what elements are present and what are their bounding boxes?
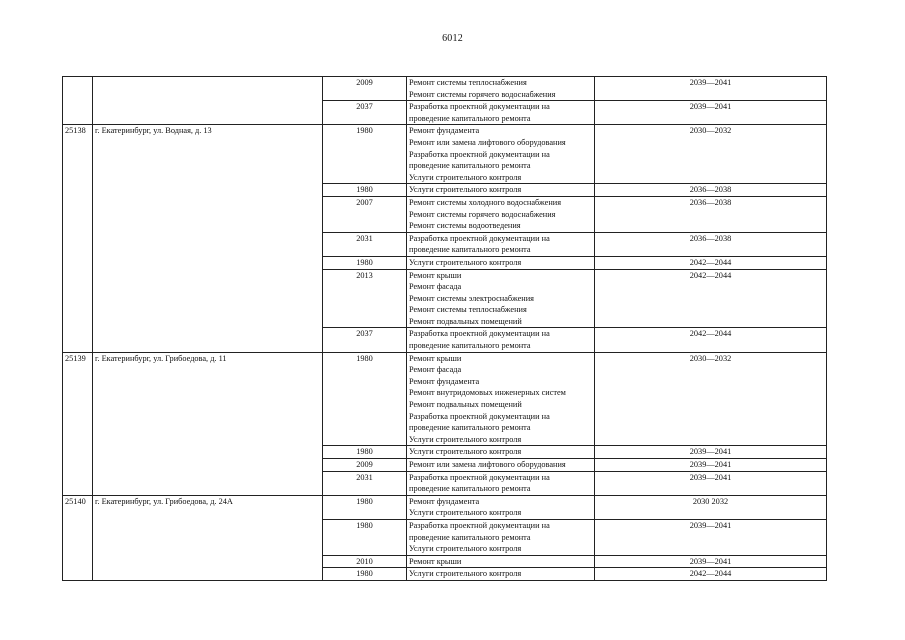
period-cell: 2042—2044 [595, 256, 827, 269]
work-type-cell [407, 328, 595, 352]
period-cell: 2036—2038 [595, 184, 827, 197]
work-item: Ремонт фундамента [409, 376, 480, 386]
work-item: Разработка проектной документации на [409, 411, 550, 421]
work-item: Ремонт системы холодного водоснабжения [409, 197, 562, 207]
year-cell: 1980 [323, 568, 407, 581]
work-item: Ремонт фундамента [409, 496, 480, 506]
year-cell: 2009 [323, 77, 407, 101]
building-id-cell: 25140 [63, 495, 93, 580]
work-item: Ремонт подвальных помещений [409, 400, 522, 410]
work-item: Услуги строительного контроля [409, 544, 522, 554]
year-cell: 2013 [323, 269, 407, 328]
page-number: 6012 [442, 33, 463, 44]
period-cell: 2030 2032 [595, 495, 827, 519]
work-type-cell [407, 495, 595, 519]
year-cell: 2037 [323, 101, 407, 125]
work-item: Услуги строительного контроля [409, 257, 522, 267]
period-cell: 2039—2041 [595, 519, 827, 555]
period-cell: 2030—2032 [595, 352, 827, 446]
work-item: Ремонт подвальных помещений [409, 316, 522, 326]
period-cell: 2039—2041 [595, 446, 827, 459]
work-item: Ремонт фасада [409, 282, 462, 292]
work-type-cell [407, 196, 595, 232]
building-address-cell: г. Екатеринбург, ул. Грибоедова, д. 11 [93, 352, 323, 495]
work-item: Ремонт системы горячего водоснабжения [409, 209, 556, 219]
work-item: проведение капитального ремонта [409, 161, 531, 171]
year-cell: 1980 [323, 352, 407, 446]
work-item: Ремонт крыши [409, 270, 462, 280]
work-item: Ремонт или замена лифтового оборудования [409, 137, 566, 147]
work-item: Разработка проектной документации на [409, 329, 550, 339]
work-item: проведение капитального ремонта [409, 423, 531, 433]
work-type-cell [407, 519, 595, 555]
year-cell: 1980 [323, 446, 407, 459]
work-item: проведение капитального ремонта [409, 532, 531, 542]
period-cell: 2042—2044 [595, 568, 827, 581]
year-cell: 1980 [323, 495, 407, 519]
work-type-cell [407, 232, 595, 256]
year-cell: 1980 [323, 125, 407, 184]
period-cell: 2039—2041 [595, 101, 827, 125]
building-id-cell [63, 77, 93, 125]
table-row [63, 77, 827, 101]
period-cell: 2039—2041 [595, 555, 827, 568]
work-item: Ремонт крыши [409, 556, 462, 566]
year-cell: 2010 [323, 555, 407, 568]
year-cell: 1980 [323, 519, 407, 555]
work-item: Разработка проектной документации на [409, 149, 550, 159]
year-cell: 1980 [323, 184, 407, 197]
work-type-cell [407, 269, 595, 328]
year-cell: 2009 [323, 459, 407, 472]
work-item: Ремонт крыши [409, 353, 462, 363]
period-cell: 2036—2038 [595, 232, 827, 256]
work-type-cell [407, 184, 595, 197]
work-type-cell [407, 471, 595, 495]
work-item: Ремонт фасада [409, 365, 462, 375]
work-item: Разработка проектной документации на [409, 233, 550, 243]
building-id-cell: 25139 [63, 352, 93, 495]
repair-schedule-table [62, 76, 827, 581]
table-row [63, 352, 827, 446]
work-type-cell [407, 568, 595, 581]
work-item: Ремонт системы водоотведения [409, 221, 521, 231]
work-type-cell [407, 446, 595, 459]
year-cell: 2031 [323, 471, 407, 495]
work-item: Ремонт системы теплоснабжения [409, 305, 527, 315]
work-item: Ремонт системы горячего водоснабжения [409, 89, 556, 99]
period-cell: 2042—2044 [595, 269, 827, 328]
work-item: Услуги строительного контроля [409, 447, 522, 457]
period-cell: 2036—2038 [595, 196, 827, 232]
work-item: Ремонт системы электроснабжения [409, 293, 534, 303]
year-cell: 2031 [323, 232, 407, 256]
work-type-cell [407, 125, 595, 184]
work-type-cell [407, 101, 595, 125]
table-row [63, 495, 827, 519]
work-type-cell [407, 555, 595, 568]
year-cell: 2037 [323, 328, 407, 352]
year-cell: 1980 [323, 256, 407, 269]
building-address-cell: г. Екатеринбург, ул. Грибоедова, д. 24А [93, 495, 323, 580]
period-cell: 2030—2032 [595, 125, 827, 184]
work-item: Разработка проектной документации на [409, 102, 550, 112]
work-item: Услуги строительного контроля [409, 185, 522, 195]
period-cell: 2039—2041 [595, 471, 827, 495]
building-id-cell: 25138 [63, 125, 93, 352]
table-row [63, 125, 827, 184]
work-type-cell [407, 256, 595, 269]
work-item: Разработка проектной документации на [409, 472, 550, 482]
work-item: Ремонт фундамента [409, 126, 480, 136]
work-item: Услуги строительного контроля [409, 172, 522, 182]
work-type-cell [407, 459, 595, 472]
work-item: Ремонт внутридомовых инженерных систем [409, 388, 566, 398]
work-item: проведение капитального ремонта [409, 341, 531, 351]
work-item: Услуги строительного контроля [409, 434, 522, 444]
work-item: Услуги строительного контроля [409, 569, 522, 579]
work-type-cell [407, 352, 595, 446]
period-cell: 2042—2044 [595, 328, 827, 352]
work-item: Ремонт системы теплоснабжения [409, 78, 527, 87]
work-type-cell [407, 77, 595, 101]
work-item: проведение капитального ремонта [409, 245, 531, 255]
work-item: проведение капитального ремонта [409, 113, 531, 123]
year-cell: 2007 [323, 196, 407, 232]
period-cell: 2039—2041 [595, 77, 827, 101]
work-item: Услуги строительного контроля [409, 508, 522, 518]
period-cell: 2039—2041 [595, 459, 827, 472]
work-item: Разработка проектной документации на [409, 520, 550, 530]
work-item: Ремонт или замена лифтового оборудования [409, 460, 566, 469]
building-address-cell [93, 77, 323, 125]
work-item: проведение капитального ремонта [409, 484, 531, 494]
building-address-cell: г. Екатеринбург, ул. Водная, д. 13 [93, 125, 323, 352]
